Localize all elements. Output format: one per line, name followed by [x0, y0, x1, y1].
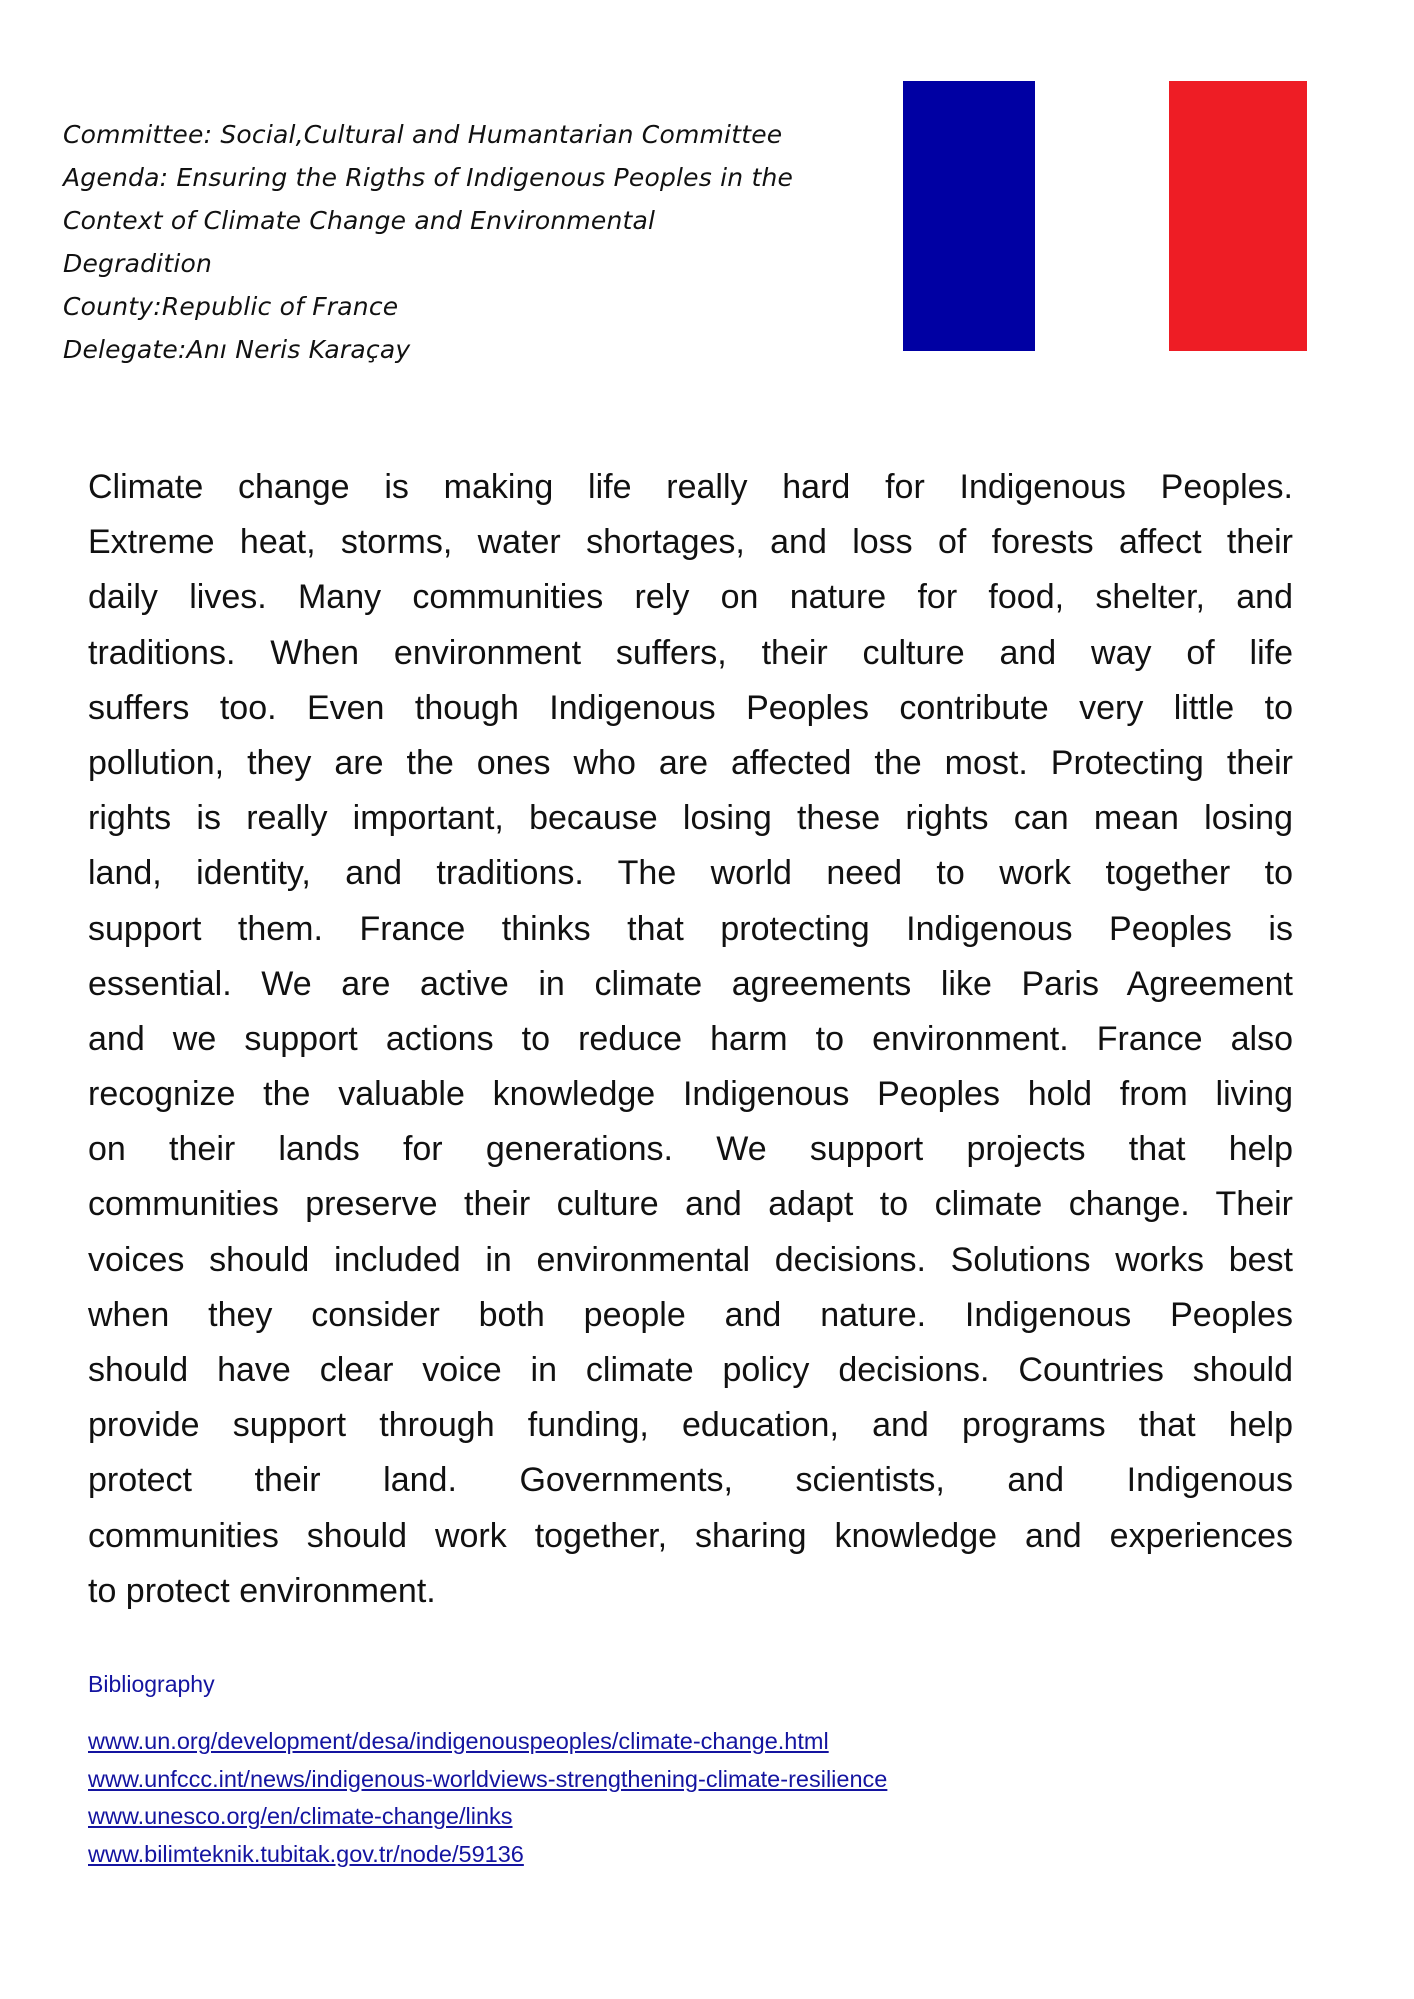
body-line: essential. We are active in climate agreements like Paris Agreement	[88, 964, 1293, 1003]
france-flag-image	[903, 81, 1307, 351]
position-paper-body	[88, 460, 1293, 1619]
delegate-info-header	[63, 113, 863, 371]
bibliography-heading: Bibliography	[88, 1671, 215, 1697]
body-line: voices should included in environmental decisions. Solutions works best	[88, 1240, 1293, 1279]
body-line: traditions. When environment suffers, their culture and way of life	[88, 633, 1293, 672]
body-line: Climate change is making life really hard for Indigenous Peoples.	[88, 468, 1293, 506]
flag-white-stripe	[1035, 81, 1169, 351]
country-line: County:Republic of France	[63, 292, 399, 321]
delegate-line: Delegate:Anı Neris Karaçay	[63, 335, 411, 364]
body-line: land, identity, and traditions. The world need to work together to	[88, 854, 1293, 893]
agenda-line: Agenda: Ensuring the Rigths of Indigenous Peoples in the	[63, 163, 794, 192]
bibliography-link-unfccc[interactable]: www.unfccc.int/news/indigenous-worldviews-strengthening-climate-resilience	[88, 1765, 888, 1792]
body-line: on their lands for generations. We support projects that help	[88, 1130, 1293, 1169]
body-line: should have clear voice in climate policy decisions. Countries should	[88, 1351, 1293, 1389]
body-line: communities preserve their culture and adapt to climate change. Their	[88, 1185, 1293, 1224]
body-line: support them. France thinks that protecting Indigenous Peoples is	[88, 909, 1293, 948]
body-line: recognize the valuable knowledge Indigenous Peoples hold from living	[88, 1075, 1293, 1114]
flag-red-stripe	[1169, 81, 1307, 351]
body-line-last: to protect environment.	[88, 1571, 436, 1610]
body-line: when they consider both people and nature. Indigenous Peoples	[88, 1295, 1293, 1334]
bibliography-link-unesco[interactable]: www.unesco.org/en/climate-change/links	[88, 1803, 513, 1830]
body-line: suffers too. Even though Indigenous Peoples contribute very little to	[88, 688, 1293, 727]
flag-blue-stripe	[903, 81, 1035, 351]
body-line: pollution, they are the ones who are affected the most. Protecting their	[88, 743, 1293, 782]
body-line: provide support through funding, education, and programs that help	[88, 1406, 1293, 1445]
bibliography-link-un[interactable]: www.un.org/development/desa/indigenouspeoples/climate-change.html	[88, 1728, 829, 1754]
bibliography-links	[88, 1723, 887, 1874]
body-line: daily lives. Many communities rely on nature for food, shelter, and	[88, 578, 1293, 617]
agenda-line-continued: Context of Climate Change and Environmental	[63, 206, 656, 235]
committee-line: Committee: Social,Cultural and Humantarian Committee	[63, 120, 783, 149]
body-line: rights is really important, because losing these rights can mean losing	[88, 799, 1293, 838]
body-line: Extreme heat, storms, water shortages, and loss of forests affect their	[88, 523, 1293, 562]
body-line: protect their land. Governments, scientists, and Indigenous	[88, 1461, 1293, 1500]
agenda-line-end: Degradition	[63, 249, 213, 278]
body-line: and we support actions to reduce harm to environment. France also	[88, 1019, 1293, 1058]
body-line: communities should work together, sharing knowledge and experiences	[88, 1516, 1293, 1555]
bibliography-link-tubitak[interactable]: www.bilimteknik.tubitak.gov.tr/node/59136	[88, 1841, 524, 1868]
